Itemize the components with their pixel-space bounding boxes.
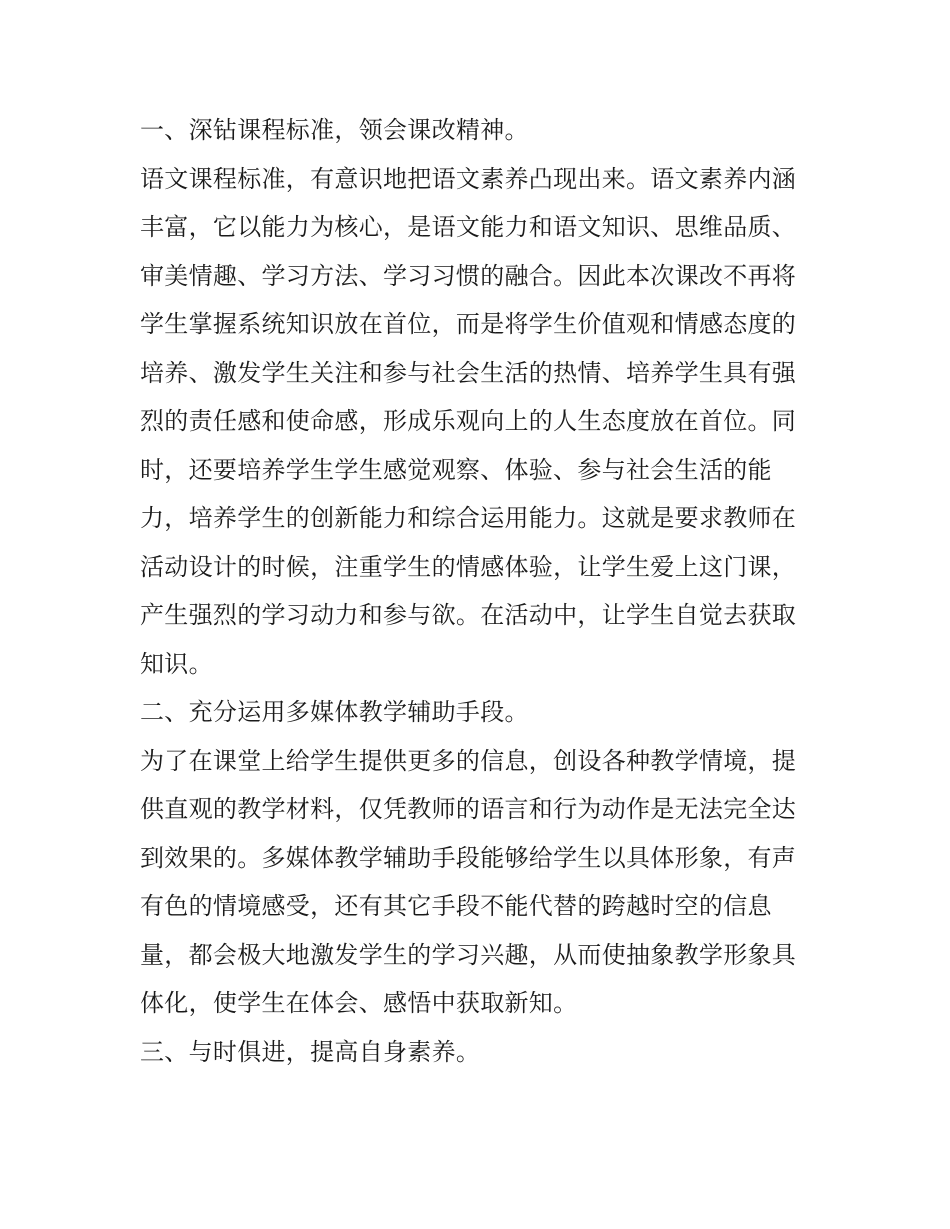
paragraph-line: 烈的责任感和使命感，形成乐观向上的人生态度放在首位。同 (140, 407, 797, 435)
paragraph-line: 力，培养学生的创新能力和综合运用能力。这就是要求教师在 (140, 504, 797, 532)
paragraph-line: 供直观的教学材料，仅凭教师的语言和行为动作是无法完全达 (140, 795, 797, 823)
paragraph-line: 时，还要培养学生学生感觉观察、体验、参与社会生活的能 (140, 455, 772, 484)
paragraph-line: 语文课程标准，有意识地把语文素养凸现出来。语文素养内涵 (140, 164, 797, 193)
paragraph-line: 体化，使学生在体会、感悟中获取新知。 (140, 989, 578, 1017)
section-heading-2: 二、充分运用多媒体教学辅助手段。 (140, 698, 529, 726)
paragraph-line: 量，都会极大地激发学生的学习兴趣，从而使抽象教学形象具 (140, 940, 797, 969)
document-body (140, 106, 820, 1076)
paragraph-line: 知识。 (140, 649, 213, 678)
paragraph-line: 审美情趣、学习方法、学习习惯的融合。因此本次课改不再将 (140, 261, 797, 290)
paragraph-line: 丰富，它以能力为核心，是语文能力和语文知识、思维品质、 (140, 213, 797, 241)
section-heading-1: 一、深钻课程标准，领会课改精神。 (140, 116, 529, 144)
paragraph-line: 有色的情境感受，还有其它手段不能代替的跨越时空的信息 (140, 892, 772, 920)
paragraph-line: 培养、激发学生关注和参与社会生活的热情、培养学生具有强 (140, 358, 797, 387)
section-heading-3: 三、与时俱进，提高自身素养。 (140, 1037, 481, 1066)
paragraph-line: 为了在课堂上给学生提供更多的信息，创设各种教学情境，提 (140, 746, 797, 775)
paragraph-line: 到效果的。多媒体教学辅助手段能够给学生以具体形象，有声 (140, 843, 797, 872)
paragraph-line: 学生掌握系统知识放在首位，而是将学生价值观和情感态度的 (140, 310, 797, 338)
paragraph-line: 产生强烈的学习动力和参与欲。在活动中，让学生自觉去获取 (140, 601, 797, 629)
paragraph-line: 活动设计的时候，注重学生的情感体验，让学生爱上这门课， (140, 552, 797, 581)
